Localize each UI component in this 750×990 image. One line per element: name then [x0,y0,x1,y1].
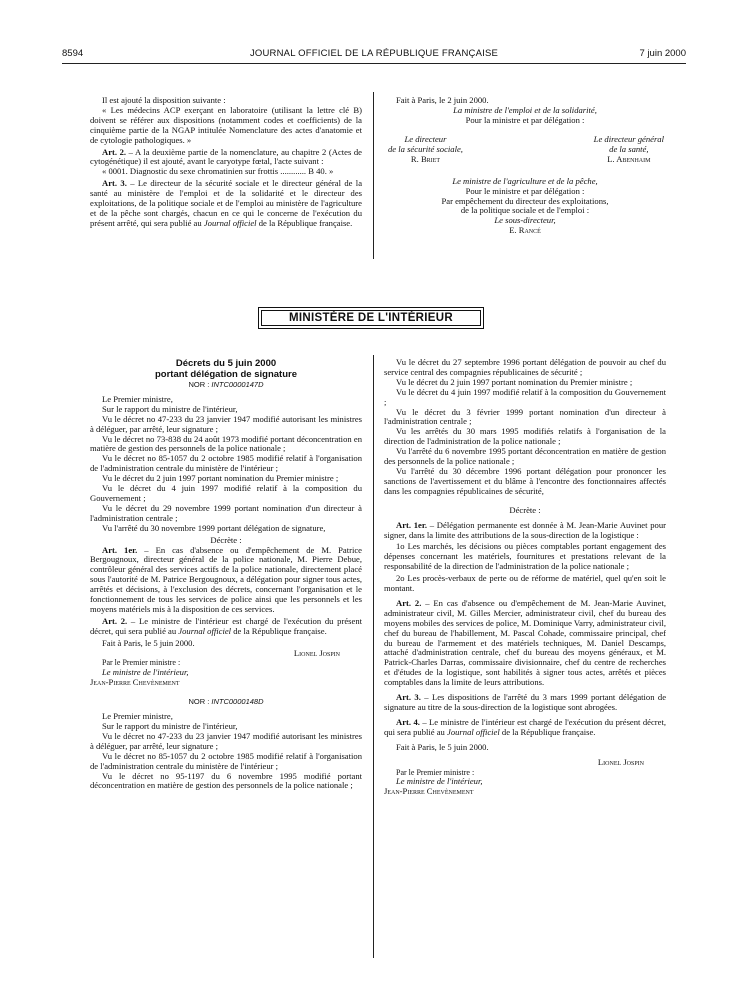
article-label: Art. 2. [396,597,422,608]
article-2 [384,599,666,688]
paragraph: Vu le décret no 95-1197 du 6 novembre 1995 modifié portant déconcentration en matière de gestion des personnels de la police nationale ; [90,770,362,791]
article-4 [384,718,666,738]
paragraph: Vu le décret du 27 septembre 1996 portant délégation de pouvoir au chef du service central des compagnies républicaines de sécurité ; [384,357,666,377]
article-text: – Le ministre de l'intérieur est chargé de l'exécution du présent décret, qui sera publié au [90,615,363,636]
article-3 [90,179,362,229]
nor-label: NOR : [188,697,212,707]
ministry-banner [258,307,484,329]
minister-title: Le ministre de l'intérieur, [396,776,483,787]
paragraph: Il est ajouté la disposition suivante : [102,95,226,105]
done-at: Fait à Paris, le 2 juin 2000. [396,95,489,105]
delegation: Pour le ministre et par délégation : [465,185,585,196]
minister-title: Le ministre de l'agriculture et de la pêche, [452,175,598,186]
paragraph: Sur le rapport du ministre de l'intérieur, [102,721,238,731]
paragraph: « Les médecins ACP exerçant en laboratoire (utilisant la lettre clé B) doivent se référer aux dispositions (notamment codes et coefficients) de la cinquième partie de la NGAP intitulée Nomenclature des actes d'anatomie et de cytologie pathologiques. » [90,104,362,145]
ministry-banner-text: MINISTÈRE DE L'INTÉRIEUR [261,310,481,326]
journal-title: JOURNAL OFFICIEL DE LA RÉPUBLIQUE FRANÇAISE [249,48,499,59]
minister-title: Le ministre de l'intérieur, [102,667,189,678]
signature-title: de la santé, [609,143,649,154]
done-at: Fait à Paris, le 5 juin 2000. [396,741,489,752]
signature-row [384,135,666,168]
decree-subtitle: portant délégation de signature [155,369,297,380]
signature-title: Le directeur général [593,133,664,144]
decrete: Décrète : [509,504,541,515]
article-text: de la République française. [256,217,353,228]
nor-label: NOR : [188,380,212,389]
paragraph: Vu le décret du 2 juin 1997 portant nomination du Premier ministre ; [102,473,339,484]
article-label: Art. 4. [396,716,420,727]
paragraph: Vu le décret no 85-1057 du 2 octobre 1985 modifié relatif à l'organisation de l'administration centrale du ministère de l'intérieur ; [90,453,362,474]
page-header [62,48,686,62]
column-divider [373,355,374,958]
signatory: Lionel Jospin [597,756,644,767]
article-label: Art. 1er. [396,519,428,530]
paragraph: Vu le décret no 47-233 du 23 janvier 1947 modifié autorisant les ministres à déléguer, par arrêté, leur signature ; [90,413,362,434]
paragraph: Vu le décret du 29 novembre 1999 portant nomination d'un directeur à l'administration centrale ; [90,502,362,523]
article-text: – Le directeur de la sécurité sociale et le directeur général de la santé au ministère de l'emploi et de la solidarité et le directeur des exploitations, de la politique sociale et de l'emploi au ministère de l'agriculture et de la pêche sont chargés, chacun en ce qui le concerne de l'exécution du présent arrêté, qui sera publié au [90,178,363,228]
minister-name: Jean-Pierre Chevènement [90,677,180,688]
paragraph: Vu l'arrêté du 30 décembre 1996 portant délégation pour prononcer les sanctions de l'avertissement et du blâme à l'encontre des fonctionnaires affectés dans les compagnies républicaines de sécurité, [384,465,666,496]
impediment: Par empêchement du directeur des exploitations, [441,195,609,206]
column-divider [373,92,374,259]
paragraph: Vu l'arrêté du 30 novembre 1999 portant délégation de signature, [102,522,326,533]
impediment: de la politique sociale et de l'emploi : [460,205,590,216]
nor-code: INTC0000148D [211,697,264,707]
signatory: Lionel Jospin [293,647,340,658]
article-label: Art. 3. [102,178,127,189]
article-text: – A la deuxième partie de la nomenclature, au chapitre 2 (Actes de cytogénétique) il est ajouté, avant le caryotype fœtal, l'acte suivant : [90,146,362,167]
paragraph: Sur le rapport du ministre de l'intérieur, [102,403,238,414]
subdirector-name: E. Rancé [509,225,541,236]
signature-left [388,135,463,165]
paragraph: Vu les arrêtés du 30 mars 1995 modifiés relatifs à l'organisation de la direction de l'administration de la police nationale ; [384,426,666,447]
journal-ref: Journal officiel [178,625,232,636]
paragraph: « 0001. Diagnostic du sexe chromatinien sur frottis ............ B 40. » [102,166,334,177]
paragraph: Vu le décret du 2 juin 1997 portant nomination du Premier ministre ; [396,376,633,387]
article-text: – Délégation permanente est donnée à M. Jean-Marie Auvinet pour signer, dans la limite des attributions de la sous-direction de la logistique : [384,519,666,540]
paragraph: Vu le décret du 4 juin 1997 modifié relatif à la composition du Gouvernement ; [90,483,362,503]
article-text: – Le ministre de l'intérieur est chargé de l'exécution du présent décret, qui sera publié au [384,716,666,737]
nor-reference [90,697,362,707]
article-label: Art. 1er. [102,544,138,555]
article-text: de la République française. [499,726,596,737]
article-label: Art. 2. [102,615,128,626]
paragraph: Vu le décret no 73-838 du 24 août 1973 modifié portant déconcentration en matière de gestion des personnels de la police nationale ; [90,433,362,454]
list-item: 1o Les marchés, les décisions ou pièces comptables portant engagement des dépenses concernant les matériels, fournitures et prestations relevant de la responsabilité de la direction de l'administration de la police nationale ; [384,541,666,572]
delegation: Pour la ministre et par délégation : [465,114,585,125]
article-text: – En cas d'absence ou d'empêchement de M. Patrice Bergougnoux, directeur général de la police nationale, M. Pierre Debue, contrôleur général des services actifs de la police nationale, directement placé sous l'autorité de M. Patrice Bergougnoux, a délégation pour signer tous actes, arrêtés et décisions, à l'exclusion des décrets, concernant l'organisation et le fonctionnement de tous les services de police ainsi que les personnels et les moyens matériels mis à la disposition de ces services. [90,544,362,614]
article-label: Art. 2. [102,146,127,157]
top-right-column [384,96,666,236]
signature-name: L. Abenhaim [607,153,651,164]
article-2 [90,148,362,168]
article-label: Art. 3. [396,692,421,703]
nor-reference [90,380,362,390]
minister-title: La ministre de l'emploi et de la solidarité, [453,104,597,115]
nor-code: INTC0000147D [211,380,264,389]
decrete: Décrète : [210,534,242,545]
page-number: 8594 [62,48,84,59]
signature-title: Le directeur [404,133,447,144]
header-rule [62,63,686,64]
paragraph: Vu le décret no 47-233 du 23 janvier 1947 modifié autorisant les ministres à déléguer, par arrêté, leur signature ; [90,730,362,751]
minister-name: Jean-Pierre Chevènement [384,786,474,797]
decree-title: Décrets du 5 juin 2000 [175,358,277,369]
article-text: de la République française. [231,625,327,636]
signature-right [594,135,664,165]
subdirector-title: Le sous-directeur, [494,215,556,226]
by-prime-minister: Par le Premier ministre : [102,658,181,668]
paragraph: Vu le décret du 3 février 1999 portant nomination d'un directeur à l'administration centrale ; [384,406,666,427]
done-at: Fait à Paris, le 5 juin 2000. [102,637,195,648]
paragraph: Vu le décret du 4 juin 1997 modifié relatif à la composition du Gouvernement ; [384,386,666,407]
top-left-column [90,96,362,229]
article-text: – En cas d'absence ou d'empêchement de M. Jean-Marie Auvinet, administrateur civil, M. Gilles Mercier, administrateur civil, chef du bureau des moyens mobiles des services de police, M. Dominique Varry, administrateur civil, chef du bureau de l'habillement, M. Pascal Cohade, commissaire principal, chef du bureau de l'armement et des matériels techniques, M. Daniel Descamps, attaché d'administration centrale, chef du bureau des moyens généraux, et M. Patrick-Charles Darras, commissaire divisionnaire, chef du centre de recherches et d'études de la logistique, sont habilités à signer tous actes, arrêtés et pièces comptables dans la limite de leurs attributions. [384,597,667,688]
article-1 [90,546,362,615]
article-1 [384,521,666,541]
signature-name: R. Briet [410,153,441,164]
article-3 [384,693,666,713]
journal-ref: Journal officiel [447,726,500,737]
paragraph: Vu le décret no 85-1057 du 2 octobre 1985 modifié relatif à l'organisation de l'administration centrale du ministère de l'intérieur ; [90,750,362,771]
list-item: 2o Les procès-verbaux de perte ou de réforme de matériel, quel qu'en soit le montant. [384,573,666,594]
paragraph: Le Premier ministre, [102,711,173,722]
decree-left-column [90,358,362,791]
by-prime-minister: Par le Premier ministre : [396,767,475,777]
signature-title: de la sécurité sociale, [388,143,463,154]
paragraph: Vu l'arrêté du 6 novembre 1995 portant déconcentration en matière de gestion des personnels de la police nationale ; [384,446,666,467]
article-2 [90,617,362,637]
issue-date: 7 juin 2000 [639,48,686,59]
journal-ref: Journal officiel [203,217,257,228]
paragraph: Le Premier ministre, [102,393,173,404]
article-text: – Les dispositions de l'arrêté du 3 mars 1999 portant délégation de signature au titre de la sous-direction de la logistique sont abrogées. [384,692,667,712]
decree-right-column [384,358,666,797]
